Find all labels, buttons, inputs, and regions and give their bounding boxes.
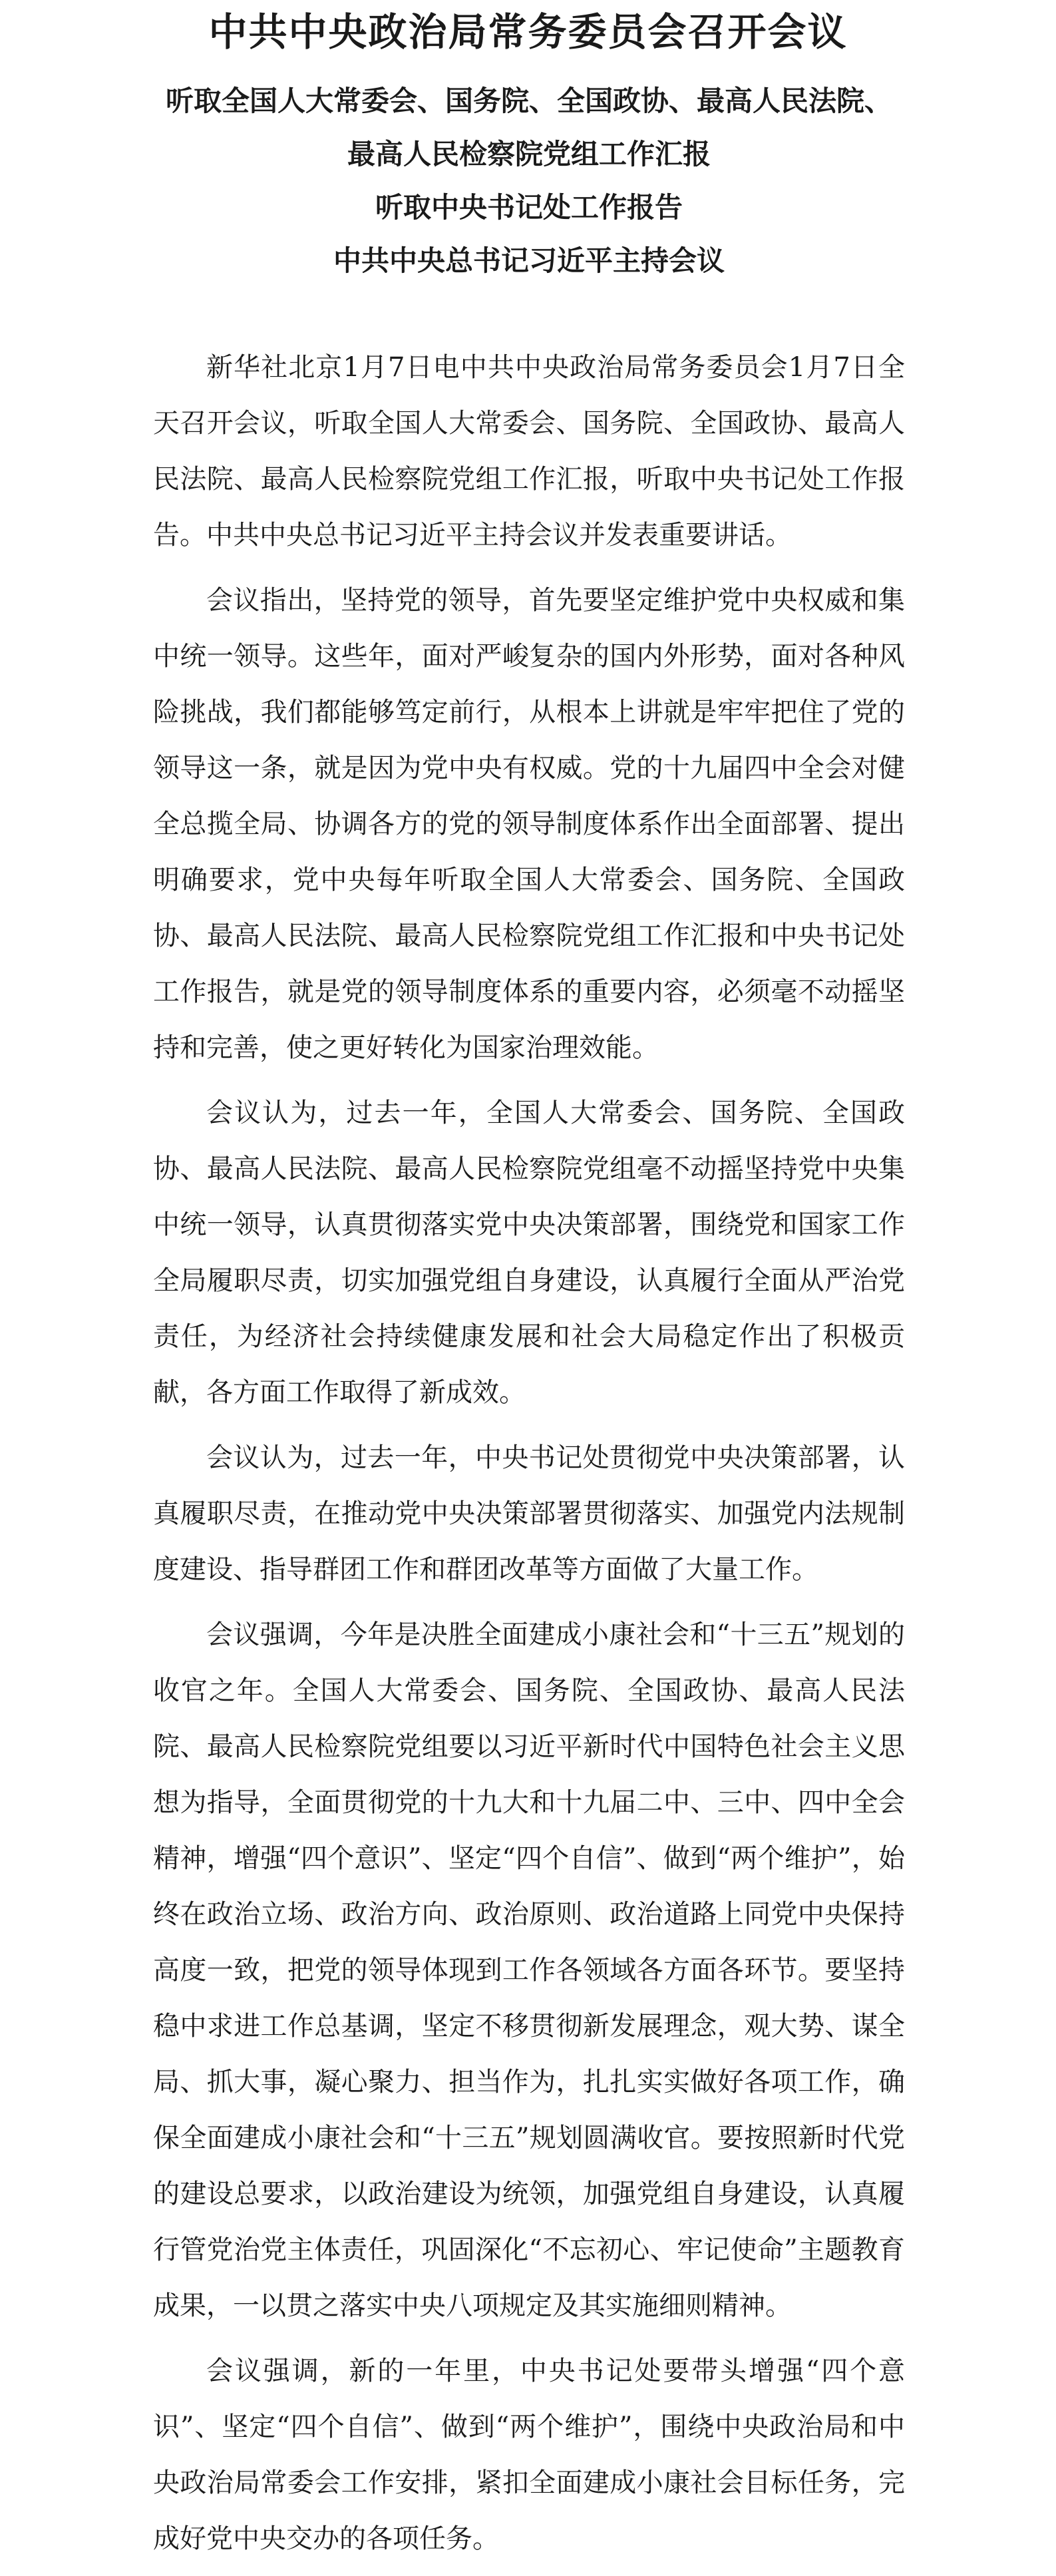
paragraph-1: 新华社北京1月7日电中共中央政治局常务委员会1月7日全天召开会议，听取全国人大常委会、国务院、全国政协、最高人民法院、最高人民检察院党组工作汇报，听取中央书记处工作报告。中共中央总书记习近平主持会议并发表重要讲话。 [153,352,905,550]
article-body [153,339,905,2576]
paragraph-2: 会议指出，坚持党的领导，首先要坚定维护党中央权威和集中统一领导。这些年，面对严峻复杂的国内外形势，面对各种风险挑战，我们都能够笃定前行，从根本上讲就是牢牢把住了党的领导这一条，就是因为党中央有权威。党的十九届四中全会对健全总揽全局、协调各方的党的领导制度体系作出全面部署、提出明确要求，党中央每年听取全国人大常委会、国务院、全国政协、最高人民法院、最高人民检察院党组工作汇报和中央书记处工作报告，就是党的领导制度体系的重要内容，必须毫不动摇坚持和完善，使之更好转化为国家治理效能。 [153,585,905,1063]
article-subtitles [153,75,905,288]
paragraph-5: 会议强调，今年是决胜全面建成小康社会和“十三五”规划的收官之年。全国人大常委会、国务院、全国政协、最高人民法院、最高人民检察院党组要以习近平新时代中国特色社会主义思想为指导，全面贯彻党的十九大和十九届二中、三中、四中全会精神，增强“四个意识”、坚定“四个自信”、做到“两个维护”，始终在政治立场、政治方向、政治原则、政治道路上同党中央保持高度一致，把党的领导体现到工作各领域各方面各环节。要坚持稳中求进工作总基调，坚定不移贯彻新发展理念，观大势、谋全局、抓大事，凝心聚力、担当作为，扎扎实实做好各项工作，确保全面建成小康社会和“十三五”规划圆满收官。要按照新时代党的建设总要求，以政治建设为统领，加强党组自身建设，认真履行管党治党主体责任，巩固深化“不忘初心、牢记使命”主题教育成果，一以贯之落实中央八项规定及其实施细则精神。 [153,1619,905,2321]
paragraph-6: 会议强调，新的一年里，中央书记处要带头增强“四个意识”、坚定“四个自信”、做到“两个维护”，围绕中央政治局和中央政治局常委会工作安排，紧扣全面建成小康社会目标任务，完成好党中央交办的各项任务。 [153,2356,905,2554]
article-title: 中共中央政治局常务委员会召开会议 [208,9,848,55]
subtitle-1: 听取全国人大常委会、国务院、全国政协、最高人民法院、最高人民检察院党组工作汇报 [165,85,892,170]
subtitle-2: 听取中央书记处工作报告 [375,191,683,224]
paragraph-4: 会议认为，过去一年，中央书记处贯彻党中央决策部署，认真履职尽责，在推动党中央决策部署贯彻落实、加强党内法规制度建设、指导群团工作和群团改革等方面做了大量工作。 [153,1442,905,1585]
subtitle-3: 中共中央总书记习近平主持会议 [333,244,725,277]
paragraph-3: 会议认为，过去一年，全国人大常委会、国务院、全国政协、最高人民法院、最高人民检察院党组毫不动摇坚持党中央集中统一领导，认真贯彻落实党中央决策部署，围绕党和国家工作全局履职尽责，切实加强党组自身建设，认真履行全面从严治党责任，为经济社会持续健康发展和社会大局稳定作出了积极贡献，各方面工作取得了新成效。 [153,1098,905,1408]
